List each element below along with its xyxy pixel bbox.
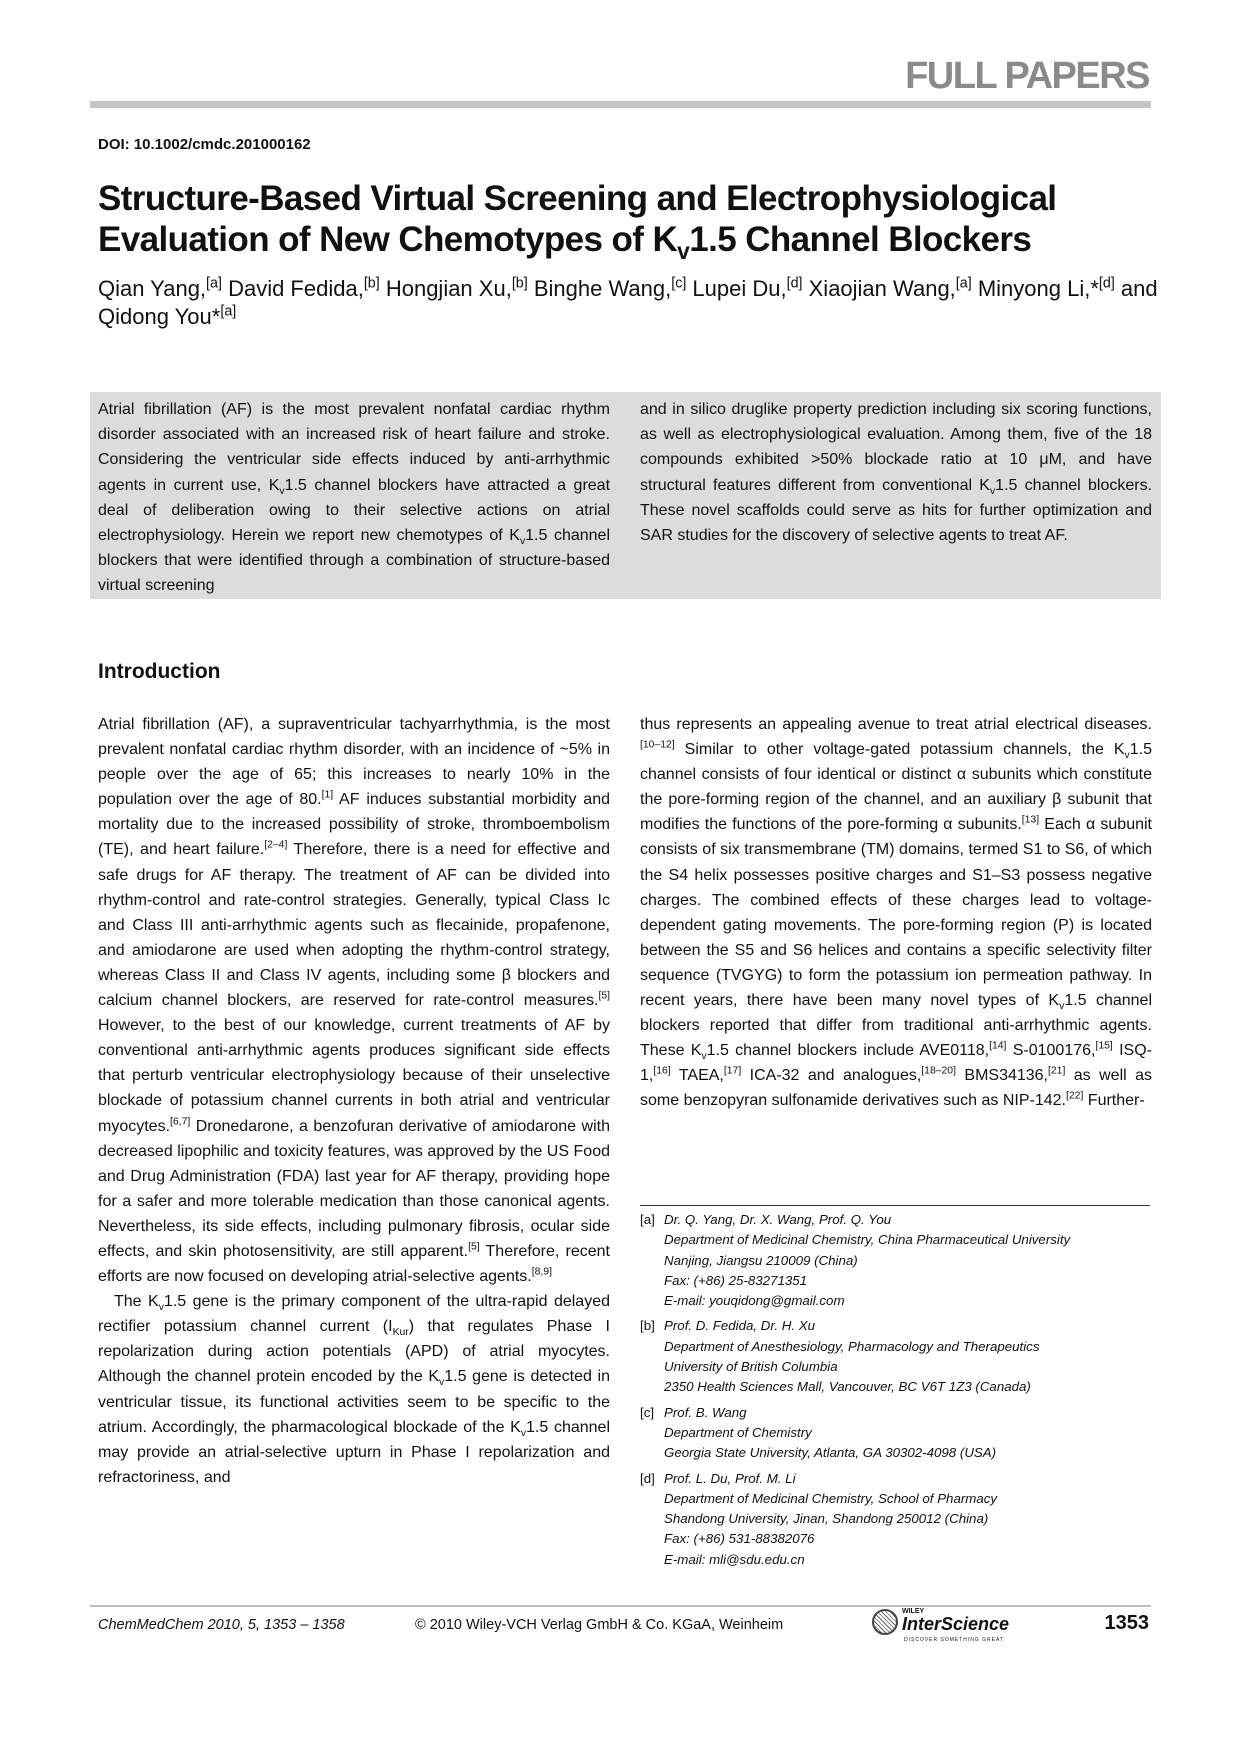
affiliation-tag: [d] <box>640 1470 655 1486</box>
paragraph: The $K_v1.5$ gene is the primary component of the ultra-rapid delayed rectifier potassium channel current $(I_{Kur})$ that regulates Phase I repolarization during action potentials (APD) of atrial myocytes. Although the channel protein encoded by the $K_v1.5$ gene is detected in ventricular tissue, its functional activities seem to be specific to the atrium. Accordingly, the pharmacological blockade of the $K_v1.5$ channel may provide an atrial-selective upturn in Phase I repolarization and refractoriness, and <box>98 1293 611 1486</box>
affiliation-line: Department of Medicinal Chemistry, School of Pharmacy <box>664 1490 998 1506</box>
affiliation-item <box>640 1210 1160 1311</box>
affiliation-line: Prof. L. Du, Prof. M. Li <box>664 1470 796 1486</box>
affiliation-line: 2350 Health Sciences Mall, Vancouver, BC V6T 1Z3 (Canada) <box>664 1379 1031 1395</box>
affiliation-tag: [a] <box>640 1212 655 1227</box>
interscience-logo <box>872 1608 1010 1643</box>
affiliation-line: Georgia State University, Atlanta, GA 30302-4098 (USA) <box>664 1445 997 1461</box>
author-list: Qian Yang,[a] David Fedida,[b] Hongjian Xu,[b] Binghe Wang,[c] Lupei Du,[d] Xiaojian Wang,[a] Minyong Li,*[d] and Qidong You*[a] <box>98 275 1158 329</box>
affiliation-tag: [c] <box>640 1404 655 1420</box>
affiliations <box>640 1210 1160 1575</box>
affiliation-line: Shandong University, Jinan, Shandong 250012 (China) <box>664 1511 989 1527</box>
affiliation-line: Department of Anesthesiology, Pharmacology and Therapeutics <box>664 1338 1040 1354</box>
left-column <box>98 712 610 1490</box>
affiliation-item <box>640 1316 1160 1397</box>
affiliation-tag: [b] <box>640 1318 655 1334</box>
affiliation-line: University of British Columbia <box>664 1359 838 1375</box>
paragraph: Atrial fibrillation (AF), a supraventricular tachyarrhythmia, is the most prevalent nonfatal cardiac rhythm disorder, with an incidence of ~5% in people over the age of 65; this increases to nearly 10% in the population over the age of 80.[1] AF induces substantial morbidity and mortality due to the increased possibility of stroke, thromboembolism (TE), and heart failure.[2–4] Therefore, there is a need for effective and safe drugs for AF therapy. The treatment of AF can be divided into rhythm-control and rate-control strategies. Generally, typical Class Ic and Class III anti-arrhythmic agents such as flecainide, propafenone, and amiodarone are used when adopting the rhythm-control strategy, whereas Class II and Class IV agents, including some β blockers and calcium channel blockers, are reserved for rate-control measures.[5] However, to the best of our knowledge, current treatments of AF by conventional anti-arrhythmic agents produces significant side effects that perturb ventricular electrophysiology because of their unselective blockade of potassium channel currents in both atrial and ventricular myocytes.[6,7] Dronedarone, a benzofuran derivative of amiodarone with decreased lipophilic and toxicity features, was approved by the US Food and Drug Administration (FDA) last year for AF therapy, providing hope for a safer and more tolerable medication than those canonical agents. Nevertheless, its side effects, including pulmonary fibrosis, ocular side effects, and skin photosensitivity, are still apparent.[5] Therefore, recent efforts are now focused on developing atrial-selective agents.[8,9] <box>98 716 611 1286</box>
abstract-right: and in silico druglike property prediction including six scoring functions, as well as electrophysiological evaluation. Among them, five of the 18 compounds exhibited >50% blockade ratio at 10 μM, and have structural features different from conventional $K_v1.5$ channel blockers. These novel scaffolds could serve as hits for further optimization and SAR studies for the discovery of selective agents to treat AF. <box>640 401 1153 545</box>
right-column <box>640 712 1152 1114</box>
affiliation-line: Nanjing, Jiangsu 210009 (China) <box>664 1252 858 1268</box>
abstract-left: Atrial fibrillation (AF) is the most prevalent nonfatal cardiac rhythm disorder associated with an increased risk of heart failure and stroke. Considering the ventricular side effects induced by anti-arrhythmic agents in current use, $K_v1.5$ channel blockers have attracted a great deal of deliberation owing to their selective actions on atrial electrophysiology. Herein we report new chemotypes of $K_v1.5$ channel blockers that were identified through a combination of structure-based virtual screening <box>98 401 611 595</box>
affiliation-line: Prof. D. Fedida, Dr. H. Xu <box>664 1318 815 1334</box>
footer-rule <box>90 1605 1151 1607</box>
affiliation-line[interactable]: E-mail: youqidong@gmail.com <box>664 1293 845 1309</box>
logo-tagline: DISCOVER SOMETHING GREAT <box>904 1637 1005 1643</box>
affiliation-line: Dr. Q. Yang, Dr. X. Wang, Prof. Q. You <box>664 1212 892 1227</box>
header-rule <box>90 101 1151 108</box>
copyright: © 2010 Wiley-VCH Verlag GmbH & Co. KGaA, Weinheim <box>415 1617 784 1633</box>
affiliation-item <box>640 1403 1160 1464</box>
affiliation-item <box>640 1469 1160 1570</box>
doi[interactable]: DOI: 10.1002/cmdc.201000162 <box>98 136 311 153</box>
affiliation-line[interactable]: E-mail: mli@sdu.edu.cn <box>664 1551 805 1567</box>
journal-citation: ChemMedChem 2010, 5, 1353 – 1358 <box>98 1617 345 1633</box>
page-number: 1353 <box>1104 1612 1149 1634</box>
affiliation-line: Fax: (+86) 25-83271351 <box>664 1272 808 1288</box>
affiliation-line: Prof. B. Wang <box>664 1404 747 1420</box>
affiliation-line: Fax: (+86) 531-88382076 <box>664 1531 815 1547</box>
paper-title: Structure-Based Virtual Screening and Electrophysiological Evaluation of New Chemotypes of $K_v1.5$ Channel Blockers <box>98 179 1057 264</box>
affiliation-line: Department of Medicinal Chemistry, China Pharmaceutical University <box>664 1232 1071 1248</box>
logo-wiley: WILEY <box>902 1608 925 1615</box>
abstract-box <box>90 392 1161 599</box>
affiliation-line: Department of Chemistry <box>664 1424 812 1440</box>
globe-icon <box>872 1609 898 1635</box>
logo-text: InterScience <box>902 1614 1010 1634</box>
section-heading: Introduction <box>98 660 221 683</box>
paragraph: thus represents an appealing avenue to treat atrial electrical diseases.[10–12] Similar to other voltage-gated potassium channels, the $K_v1.5$ channel consists of four identical or distinct α subunits which constitute the pore-forming region of the channel, and an auxiliary β subunit that modifies the functions of the pore-forming α subunits.[13] Each α subunit consists of six transmembrane (TM) domains, termed S1 to S6, of which the S4 helix possesses positive charges and S1–S3 possess negative charges. The combined effects of these charges lead to voltage-dependent gating movements. The pore-forming region (P) is located between the S5 and S6 helices and contains a specific selectivity filter sequence (TVGYG) to form the potassium ion permeation pathway. In recent years, there have been many novel types of $K_v1.5$ channel blockers reported that differ from traditional anti-arrhythmic agents. These $K_v1.5$ channel blockers include AVE0118,[14] S-0100176,[15] ISQ-1,[16] TAEA,[17] ICA-32 and analogues,[18–20] BMS34136,[21] as well as some benzopyran sulfonamide derivatives such as NIP-142.[22] Further- <box>640 716 1153 1110</box>
section-header: FULL PAPERS <box>905 55 1149 97</box>
footnote-rule <box>640 1205 1150 1206</box>
